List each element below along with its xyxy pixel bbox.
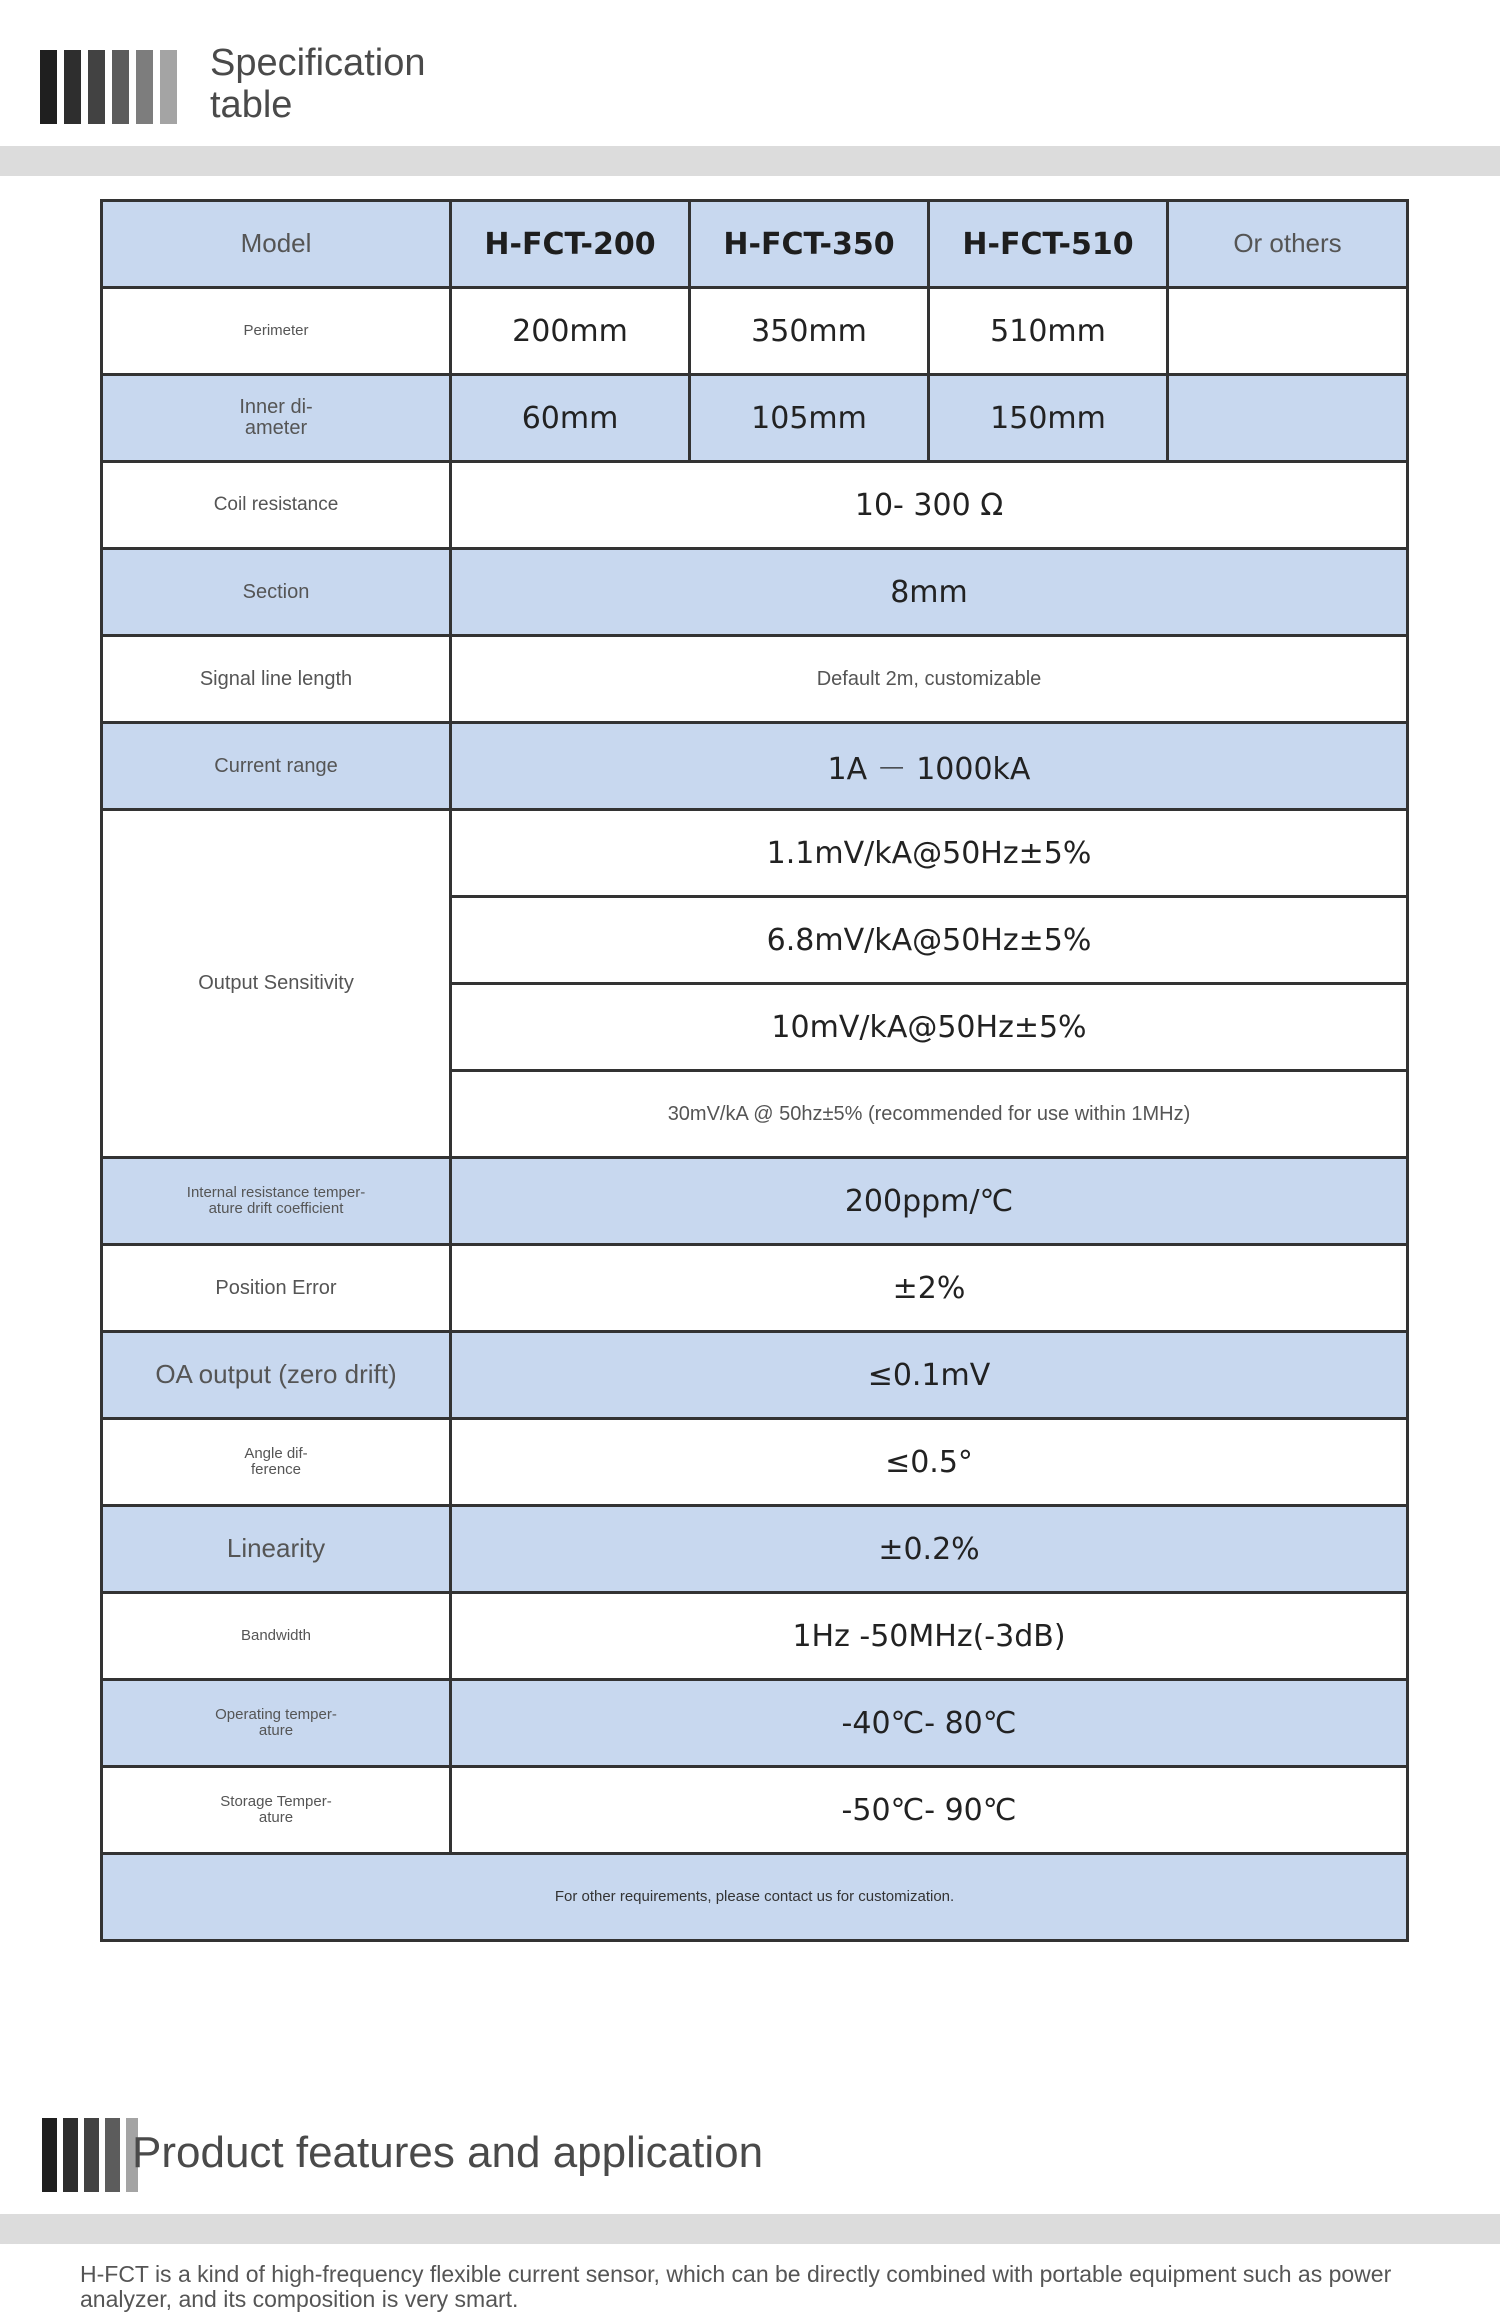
section-value: 8mm (890, 574, 968, 610)
row-temp-drift (102, 1158, 1408, 1245)
inner-diameter-value: 60mm (521, 400, 619, 436)
section-label-cell (102, 549, 451, 636)
temp-drift-label-cell (102, 1158, 451, 1245)
output-sensitivity-label: Output Sensitivity (198, 972, 354, 994)
perimeter-value: 350mm (751, 313, 867, 349)
output-sensitivity-value-cell (451, 1071, 1408, 1158)
features-section-title: Product features and application (132, 2128, 764, 2177)
angle-difference-label-cell (102, 1419, 451, 1506)
gradient-bars-icon (42, 2118, 138, 2192)
spec-section-title (210, 42, 425, 126)
operating-temperature-label (109, 1707, 443, 1739)
output-sensitivity-value: 6.8mV/kA@50Hz±5% (766, 922, 1092, 958)
model-cell (1168, 201, 1408, 288)
perimeter-label: Perimeter (243, 322, 309, 339)
inner-diameter-value: 105mm (751, 400, 867, 436)
temp-drift-value-cell (451, 1158, 1408, 1245)
section-label: Section (242, 580, 310, 603)
angle-difference-label (109, 1446, 443, 1478)
row-bandwidth (102, 1593, 1408, 1680)
features-header-rule (0, 2214, 1500, 2244)
operating-temp-label-cell (102, 1680, 451, 1767)
section-value-cell (451, 549, 1408, 636)
current-range-label-cell (102, 723, 451, 810)
row-operating-temperature (102, 1680, 1408, 1767)
model-h-fct-510: H-FCT-510 (962, 226, 1134, 262)
label-line: ameter (244, 417, 308, 439)
model-cell (690, 201, 929, 288)
value-cell (1168, 375, 1408, 462)
coil-resistance-label-cell (102, 462, 451, 549)
row-storage-temperature (102, 1767, 1408, 1854)
linearity-value-cell (451, 1506, 1408, 1593)
label-line: ference (250, 1461, 302, 1478)
output-sensitivity-value: 30mV/kA @ 50hz±5% (recommended for use within 1MHz) (667, 1102, 1191, 1125)
spec-title-line1: Specification (210, 42, 426, 84)
operating-temperature-value: -40℃- 80℃ (841, 1705, 1017, 1741)
model-or-others: Or others (1233, 228, 1342, 259)
row-perimeter (102, 288, 1408, 375)
value-cell (1168, 288, 1408, 375)
row-signal-line-length (102, 636, 1408, 723)
row-model (102, 201, 1408, 288)
product-description: H-FCT is a kind of high-frequency flexible current sensor, which can be directly combined with portable equipment such as power analyzer, and its composition is very smart. (80, 2261, 1392, 2312)
coil-resistance-value-cell (451, 462, 1408, 549)
bandwidth-label: Bandwidth (240, 1627, 312, 1644)
temp-drift-value: 200ppm/℃ (844, 1183, 1014, 1219)
spec-table (100, 199, 1409, 1942)
linearity-value: ±0.2% (878, 1531, 980, 1567)
value-cell (690, 288, 929, 375)
inner-diameter-label-cell (102, 375, 451, 462)
position-error-value-cell (451, 1245, 1408, 1332)
perimeter-value: 200mm (512, 313, 628, 349)
position-error-label-cell (102, 1245, 451, 1332)
value-cell (929, 375, 1168, 462)
label-line: Internal resistance temper- (186, 1184, 366, 1202)
footer-note-cell (102, 1854, 1408, 1941)
row-output-sensitivity (102, 810, 1408, 897)
row-inner-diameter (102, 375, 1408, 462)
spec-header-rule (0, 146, 1500, 176)
spec-title-line2: table (210, 84, 293, 126)
oa-output-label: OA output (zero drift) (155, 1359, 397, 1390)
model-h-fct-350: H-FCT-350 (723, 226, 895, 262)
label-line: ature (258, 1809, 294, 1826)
bandwidth-value-cell (451, 1593, 1408, 1680)
row-oa-output (102, 1332, 1408, 1419)
value-cell (451, 288, 690, 375)
model-cell (451, 201, 690, 288)
row-angle-difference (102, 1419, 1408, 1506)
perimeter-label-cell (102, 288, 451, 375)
signal-line-length-label: Signal line length (199, 667, 353, 690)
value-cell (929, 288, 1168, 375)
label-line: ature (258, 1722, 294, 1739)
row-section (102, 549, 1408, 636)
value-cell (690, 375, 929, 462)
storage-temperature-label (109, 1794, 443, 1826)
model-label-cell (102, 201, 451, 288)
output-sensitivity-value: 1.1mV/kA@50Hz±5% (766, 835, 1092, 871)
gradient-bars-icon (40, 50, 177, 124)
signal-line-value-cell (451, 636, 1408, 723)
model-label: Model (240, 228, 312, 259)
output-sensitivity-value-cell (451, 810, 1408, 897)
label-line: ature drift coefficient (208, 1200, 344, 1217)
oa-output-value-cell (451, 1332, 1408, 1419)
label-line: Operating temper- (215, 1706, 337, 1724)
row-position-error (102, 1245, 1408, 1332)
angle-difference-value: ≤0.5° (885, 1444, 973, 1480)
current-range-value-cell (451, 723, 1408, 810)
bandwidth-value: 1Hz -50MHz(-3dB) (792, 1618, 1066, 1654)
model-cell (929, 201, 1168, 288)
output-sensitivity-value-cell (451, 984, 1408, 1071)
storage-temp-value-cell (451, 1767, 1408, 1854)
position-error-value: ±2% (892, 1270, 966, 1306)
row-linearity (102, 1506, 1408, 1593)
row-current-range (102, 723, 1408, 810)
angle-difference-value-cell (451, 1419, 1408, 1506)
oa-output-label-cell (102, 1332, 451, 1419)
operating-temp-value-cell (451, 1680, 1408, 1767)
inner-diameter-label (109, 397, 443, 439)
linearity-label: Linearity (226, 1533, 326, 1564)
current-range-label: Current range (214, 754, 338, 777)
coil-resistance-value: 10- 300 Ω (854, 487, 1004, 523)
label-line: Storage Temper- (220, 1793, 332, 1811)
perimeter-value: 510mm (990, 313, 1106, 349)
linearity-label-cell (102, 1506, 451, 1593)
storage-temp-label-cell (102, 1767, 451, 1854)
row-coil-resistance (102, 462, 1408, 549)
position-error-label: Position Error (215, 1276, 337, 1299)
coil-resistance-label: Coil resistance (213, 494, 339, 515)
signal-line-label-cell (102, 636, 451, 723)
signal-line-length-value: Default 2m, customizable (816, 667, 1042, 690)
row-footer-note (102, 1854, 1408, 1941)
output-sensitivity-value: 10mV/kA@50Hz±5% (771, 1009, 1087, 1045)
output-sensitivity-value-cell (451, 897, 1408, 984)
output-sensitivity-label-cell (102, 810, 451, 1158)
current-range-value: 1A － 1000kA (827, 752, 1031, 787)
oa-output-value: ≤0.1mV (867, 1357, 991, 1393)
inner-diameter-value: 150mm (990, 400, 1106, 436)
model-h-fct-200: H-FCT-200 (484, 226, 656, 262)
label-line: Angle dif- (244, 1445, 308, 1463)
label-line: Inner di- (239, 396, 313, 418)
bandwidth-label-cell (102, 1593, 451, 1680)
storage-temperature-value: -50℃- 90℃ (841, 1792, 1017, 1828)
value-cell (451, 375, 690, 462)
temp-drift-label (109, 1185, 443, 1217)
customization-note: For other requirements, please contact us for customization. (554, 1888, 955, 1905)
